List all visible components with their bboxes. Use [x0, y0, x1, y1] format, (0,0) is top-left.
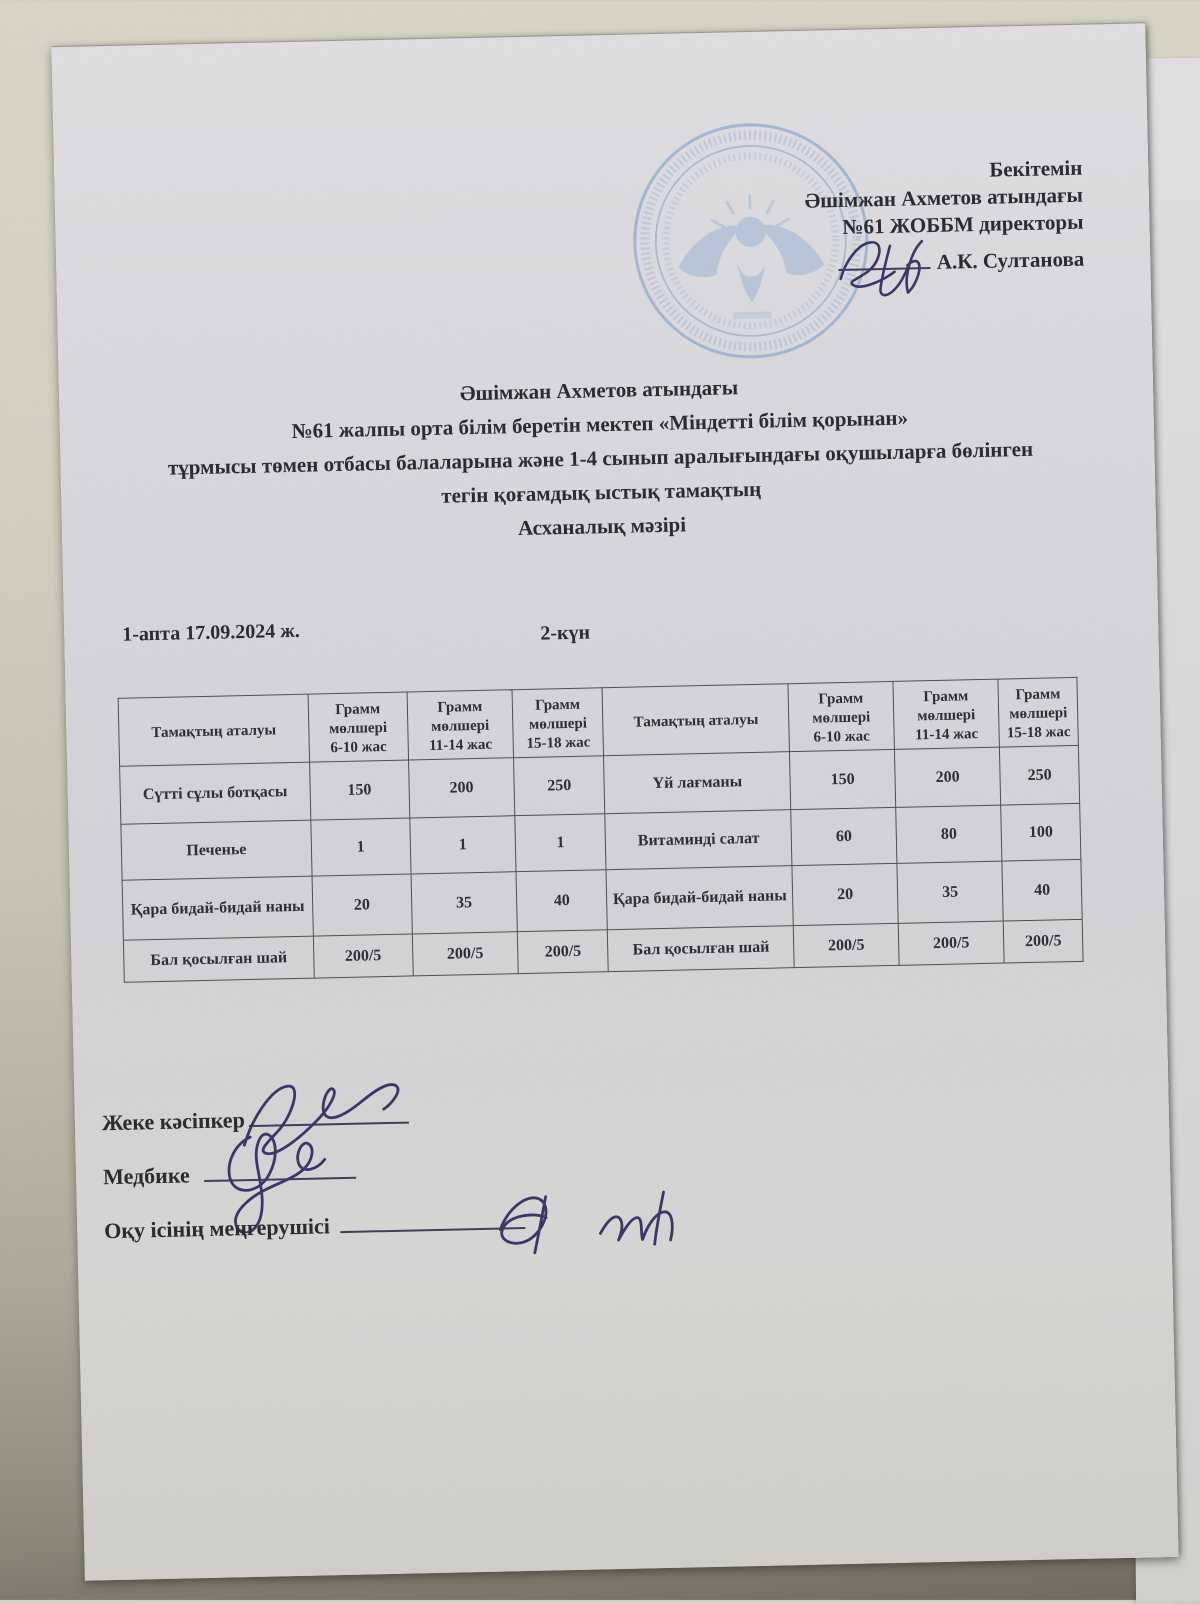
dish-name-cell: Печенье [121, 820, 312, 880]
title-line: Әшімжан Ахметов атындағы [77, 362, 1121, 419]
column-header: Грамм мөлшері 15-18 жас [512, 688, 604, 758]
approval-line: Әшімжан Ахметов атындағы [804, 182, 1083, 215]
grams-value-cell: 200/5 [1003, 919, 1083, 963]
grams-value-cell: 250 [1000, 745, 1080, 805]
grams-value-cell: 35 [897, 861, 1004, 923]
title-line: Асханалық мәзірі [80, 498, 1124, 555]
signature-line [340, 1207, 525, 1233]
grams-value-cell: 60 [791, 807, 897, 865]
grams-value-cell: 250 [514, 756, 605, 816]
column-header: Тамақтың аталуы [118, 694, 309, 766]
grams-value-cell: 1 [311, 818, 411, 876]
document-title [77, 362, 1124, 555]
grams-value-cell: 35 [411, 872, 518, 934]
grams-value-cell: 200 [408, 758, 515, 818]
column-header: Тамақтың аталуы [602, 684, 789, 756]
grams-value-cell: 100 [1001, 803, 1081, 861]
dish-name-cell: Сүтті сұлы ботқасы [120, 762, 311, 824]
title-line: тұрмысы төмен отбасы балаларына және 1-4 сынып аралығындағы оқушыларға бөлінген [78, 430, 1122, 487]
column-header: Грамм мөлшері 6-10 жас [788, 681, 894, 751]
signature-block [102, 1093, 805, 1270]
grams-value-cell: 200/5 [898, 921, 1004, 965]
week-date-label: 1-апта 17.09.2024 ж. [122, 620, 300, 647]
dish-name-cell: Қара бидай-бидай наны [122, 876, 313, 940]
grams-value-cell: 200/5 [412, 932, 518, 976]
dish-name-cell: Үй лағманы [604, 752, 791, 814]
title-line: тегін қоғамдық ыстық тамақтың [79, 464, 1123, 521]
grams-value-cell: 20 [792, 863, 898, 925]
dish-name-cell: Бал қосылған шай [123, 936, 314, 982]
title-line: №61 жалпы орта білім беретін мектеп «Міндетті білім қорынан» [78, 396, 1122, 453]
grams-value-cell: 40 [516, 870, 607, 932]
grams-value-cell: 200/5 [313, 934, 413, 978]
director-name: А.К. Султанова [936, 247, 1084, 274]
grams-value-cell: 80 [896, 805, 1003, 863]
schedule-line [64, 601, 1158, 625]
grams-value-cell: 150 [790, 749, 896, 809]
column-header: Грамм мөлшері 11-14 жас [893, 679, 1000, 749]
column-header: Грамм мөлшері 15-18 жас [998, 677, 1078, 747]
entrepreneur-label: Жеке кәсіпкер [102, 1107, 245, 1135]
signature-line [203, 1157, 355, 1182]
head-of-studies-label: Оқу ісінің меңгерушісі [104, 1213, 330, 1243]
nurse-label: Медбике [103, 1162, 190, 1189]
grams-value-cell: 1 [515, 814, 606, 872]
column-header: Грамм мөлшері 11-14 жас [407, 690, 514, 760]
approval-block [804, 155, 1085, 314]
director-signature-row [806, 246, 1085, 314]
grams-value-cell: 20 [312, 874, 412, 936]
grams-value-cell: 150 [309, 760, 409, 820]
grams-value-cell: 1 [409, 816, 516, 874]
grams-value-cell: 200/5 [517, 930, 608, 974]
grams-value-cell: 200 [894, 747, 1001, 807]
dish-name-cell: Бал қосылған шай [608, 926, 795, 972]
approval-line: №61 ЖОББМ директоры [805, 209, 1084, 242]
dish-name-cell: Қара бидай-бидай наны [606, 866, 793, 930]
dish-name-cell: Витаминді салат [605, 810, 792, 870]
signature-line [248, 1102, 408, 1127]
approval-line: Бекітемін [804, 155, 1083, 188]
document-paper [51, 22, 1178, 1581]
director-signature [832, 231, 944, 303]
day-label: 2-күн [540, 622, 590, 646]
column-header: Грамм мөлшері 6-10 жас [308, 692, 408, 762]
grams-value-cell: 200/5 [794, 923, 899, 967]
grams-value-cell: 40 [1002, 859, 1082, 921]
menu-table [118, 677, 1084, 983]
